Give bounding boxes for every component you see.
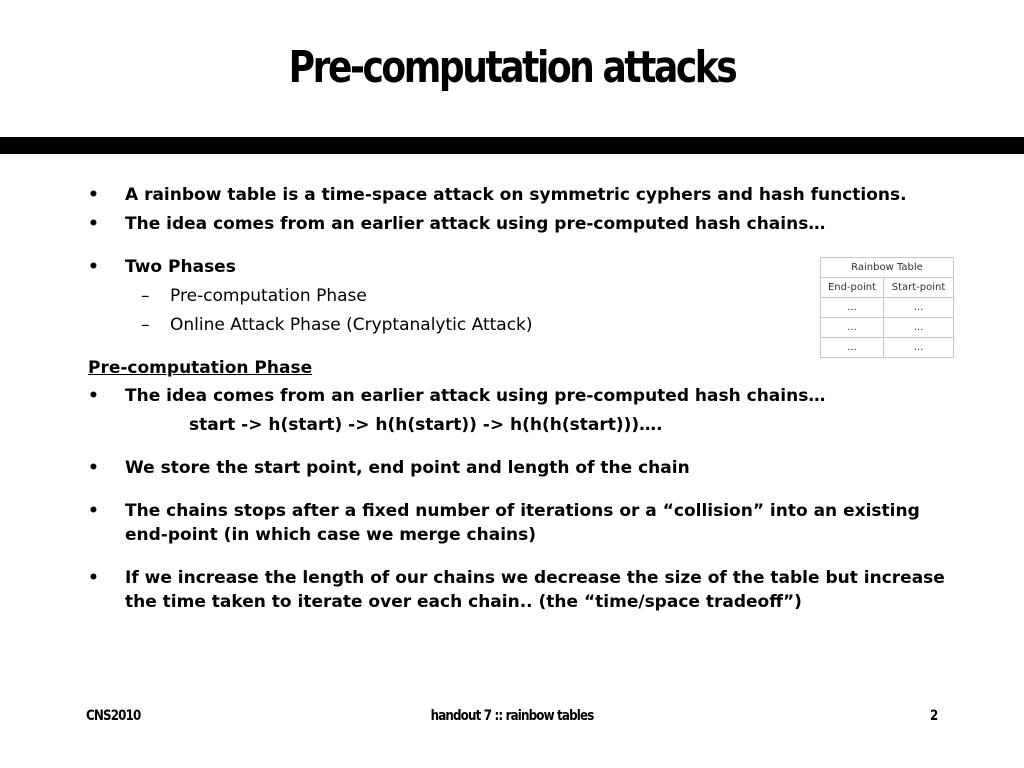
table-cell: ... [821,318,884,338]
rainbow-table [820,257,954,358]
table-row [821,318,954,338]
bullet-item [88,212,968,236]
table-cell: ... [821,338,884,358]
bullet-glyph: • [88,386,99,406]
bullet-text: The idea comes from an earlier attack using pre-computed hash chains… [125,214,826,234]
dash-glyph: – [141,315,150,335]
bullet-text: If we increase the length of our chains we decrease the size of the table but increase the time taken to iterate over each chain.. (the “time/space tradeoff”) [125,568,945,612]
slide-title: Pre-computation attacks [288,42,736,93]
bullet-item [88,183,968,207]
title-divider [0,137,1024,154]
sub-bullet-text: Online Attack Phase (Cryptanalytic Attack) [170,315,533,335]
bullet-text: Two Phases [125,257,236,277]
bullet-text: The chains stops after a fixed number of iterations or a “collision” into an existing end-point (in which case we merge chains) [125,501,920,545]
table-cell: ... [884,318,954,338]
footer-page-number: 2 [930,708,938,724]
bullet-glyph: • [88,214,99,234]
bullet-glyph: • [88,501,99,521]
slide-body [88,183,968,614]
table-cell: ... [821,298,884,318]
bullet-glyph: • [88,458,99,478]
bullet-glyph: • [88,257,99,277]
bullet-text: The idea comes from an earlier attack using pre-computed hash chains… [125,386,826,406]
bullet-glyph: • [88,568,99,588]
bullet-item [88,384,968,408]
bullet-glyph: • [88,185,99,205]
section-heading: Pre-computation Phase [88,358,313,378]
hash-chain-line: start -> h(start) -> h(h(start)) -> h(h(h(start)))…. [189,415,663,435]
bullet-text: We store the start point, end point and length of the chain [125,458,690,478]
bullet-item [88,499,968,547]
table-row [821,298,954,318]
column-header-start-point: Start-point [884,278,954,298]
table-cell: ... [884,298,954,318]
bullet-item [88,456,968,480]
rainbow-table-title: Rainbow Table [821,258,954,278]
table-row [821,338,954,358]
footer-title: handout 7 :: rainbow tables [430,708,594,724]
bullet-text: A rainbow table is a time-space attack on symmetric cyphers and hash functions. [125,185,907,205]
bullet-item [88,566,968,614]
table-cell: ... [884,338,954,358]
footer-course: CNS2010 [86,708,141,724]
dash-glyph: – [141,286,150,306]
column-header-end-point: End-point [821,278,884,298]
sub-bullet-text: Pre-computation Phase [170,286,367,306]
